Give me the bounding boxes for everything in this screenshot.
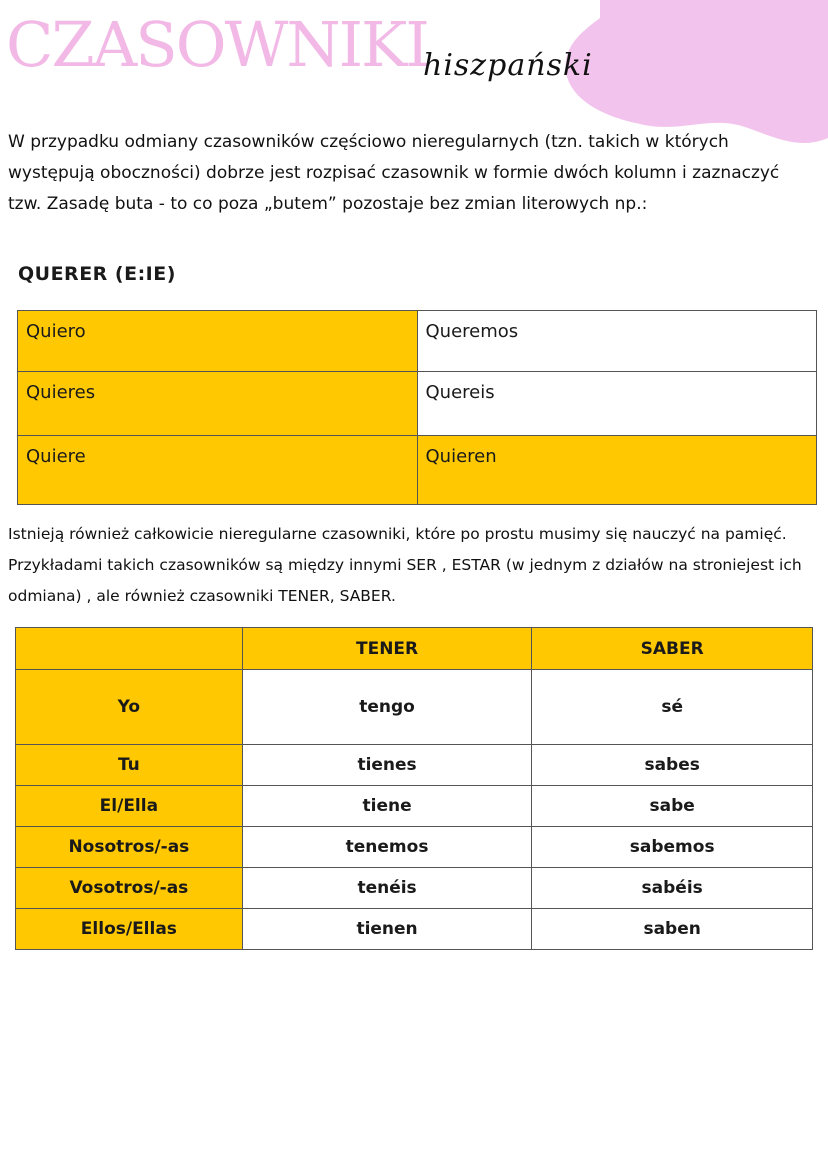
saber-cell: sabes xyxy=(532,745,813,786)
saber-cell: sabéis xyxy=(532,868,813,909)
saber-cell: sabe xyxy=(532,786,813,827)
tener-cell: tenéis xyxy=(242,868,532,909)
intro-paragraph: W przypadku odmiany czasowników częściowo nieregularnych (tzn. takich w których występują oboczności) dobrze jest rozpisać czasownik w formie dwóch kolumn i zaznaczyć tzw. Zasadę buta - to co poza „butem” pozostaje bez zmian literowych np.: xyxy=(8,132,780,214)
table-row xyxy=(16,909,813,950)
saber-cell: sabemos xyxy=(532,827,813,868)
querer-heading: QUERER (E:IE) xyxy=(18,263,176,285)
tener-cell: tengo xyxy=(242,670,532,745)
tener-cell: tenemos xyxy=(242,827,532,868)
pronoun-cell: Tu xyxy=(16,745,243,786)
page-title: CZASOWNIKI xyxy=(6,8,428,81)
tener-cell: tiene xyxy=(242,786,532,827)
table-row xyxy=(16,827,813,868)
header-cell-tener: TENER xyxy=(242,628,532,670)
page-subtitle: hiszpański xyxy=(423,48,593,83)
tener-cell: tienes xyxy=(242,745,532,786)
table-cell: Quieren xyxy=(417,436,817,505)
querer-table xyxy=(17,310,817,505)
table-row xyxy=(16,670,813,745)
tener-cell: tienen xyxy=(242,909,532,950)
table-row xyxy=(18,436,817,505)
table-cell: Quiero xyxy=(18,311,418,372)
saber-cell: saben xyxy=(532,909,813,950)
table-row xyxy=(18,311,817,372)
table-row xyxy=(18,372,817,436)
conjugation-table xyxy=(15,627,813,950)
header-cell-empty xyxy=(16,628,243,670)
table-cell: Queremos xyxy=(417,311,817,372)
header-cell-saber: SABER xyxy=(532,628,813,670)
table-header-row xyxy=(16,628,813,670)
table-row xyxy=(16,786,813,827)
pronoun-cell: Yo xyxy=(16,670,243,745)
table-cell: Quieres xyxy=(18,372,418,436)
saber-cell: sé xyxy=(532,670,813,745)
pronoun-cell: Vosotros/-as xyxy=(16,868,243,909)
table-cell: Quiere xyxy=(18,436,418,505)
table-cell: Quereis xyxy=(417,372,817,436)
second-paragraph: Istnieją również całkowicie nieregularne czasowniki, które po prostu musimy się nauczyć na pamięć. Przykładami takich czasowników są między innymi SER , ESTAR (w jednym z działów na stroniejest ich odmiana) , ale również czasowniki TENER, SABER. xyxy=(8,525,802,605)
pronoun-cell: El/Ella xyxy=(16,786,243,827)
pronoun-cell: Ellos/Ellas xyxy=(16,909,243,950)
pronoun-cell: Nosotros/-as xyxy=(16,827,243,868)
table-row xyxy=(16,868,813,909)
table-row xyxy=(16,745,813,786)
